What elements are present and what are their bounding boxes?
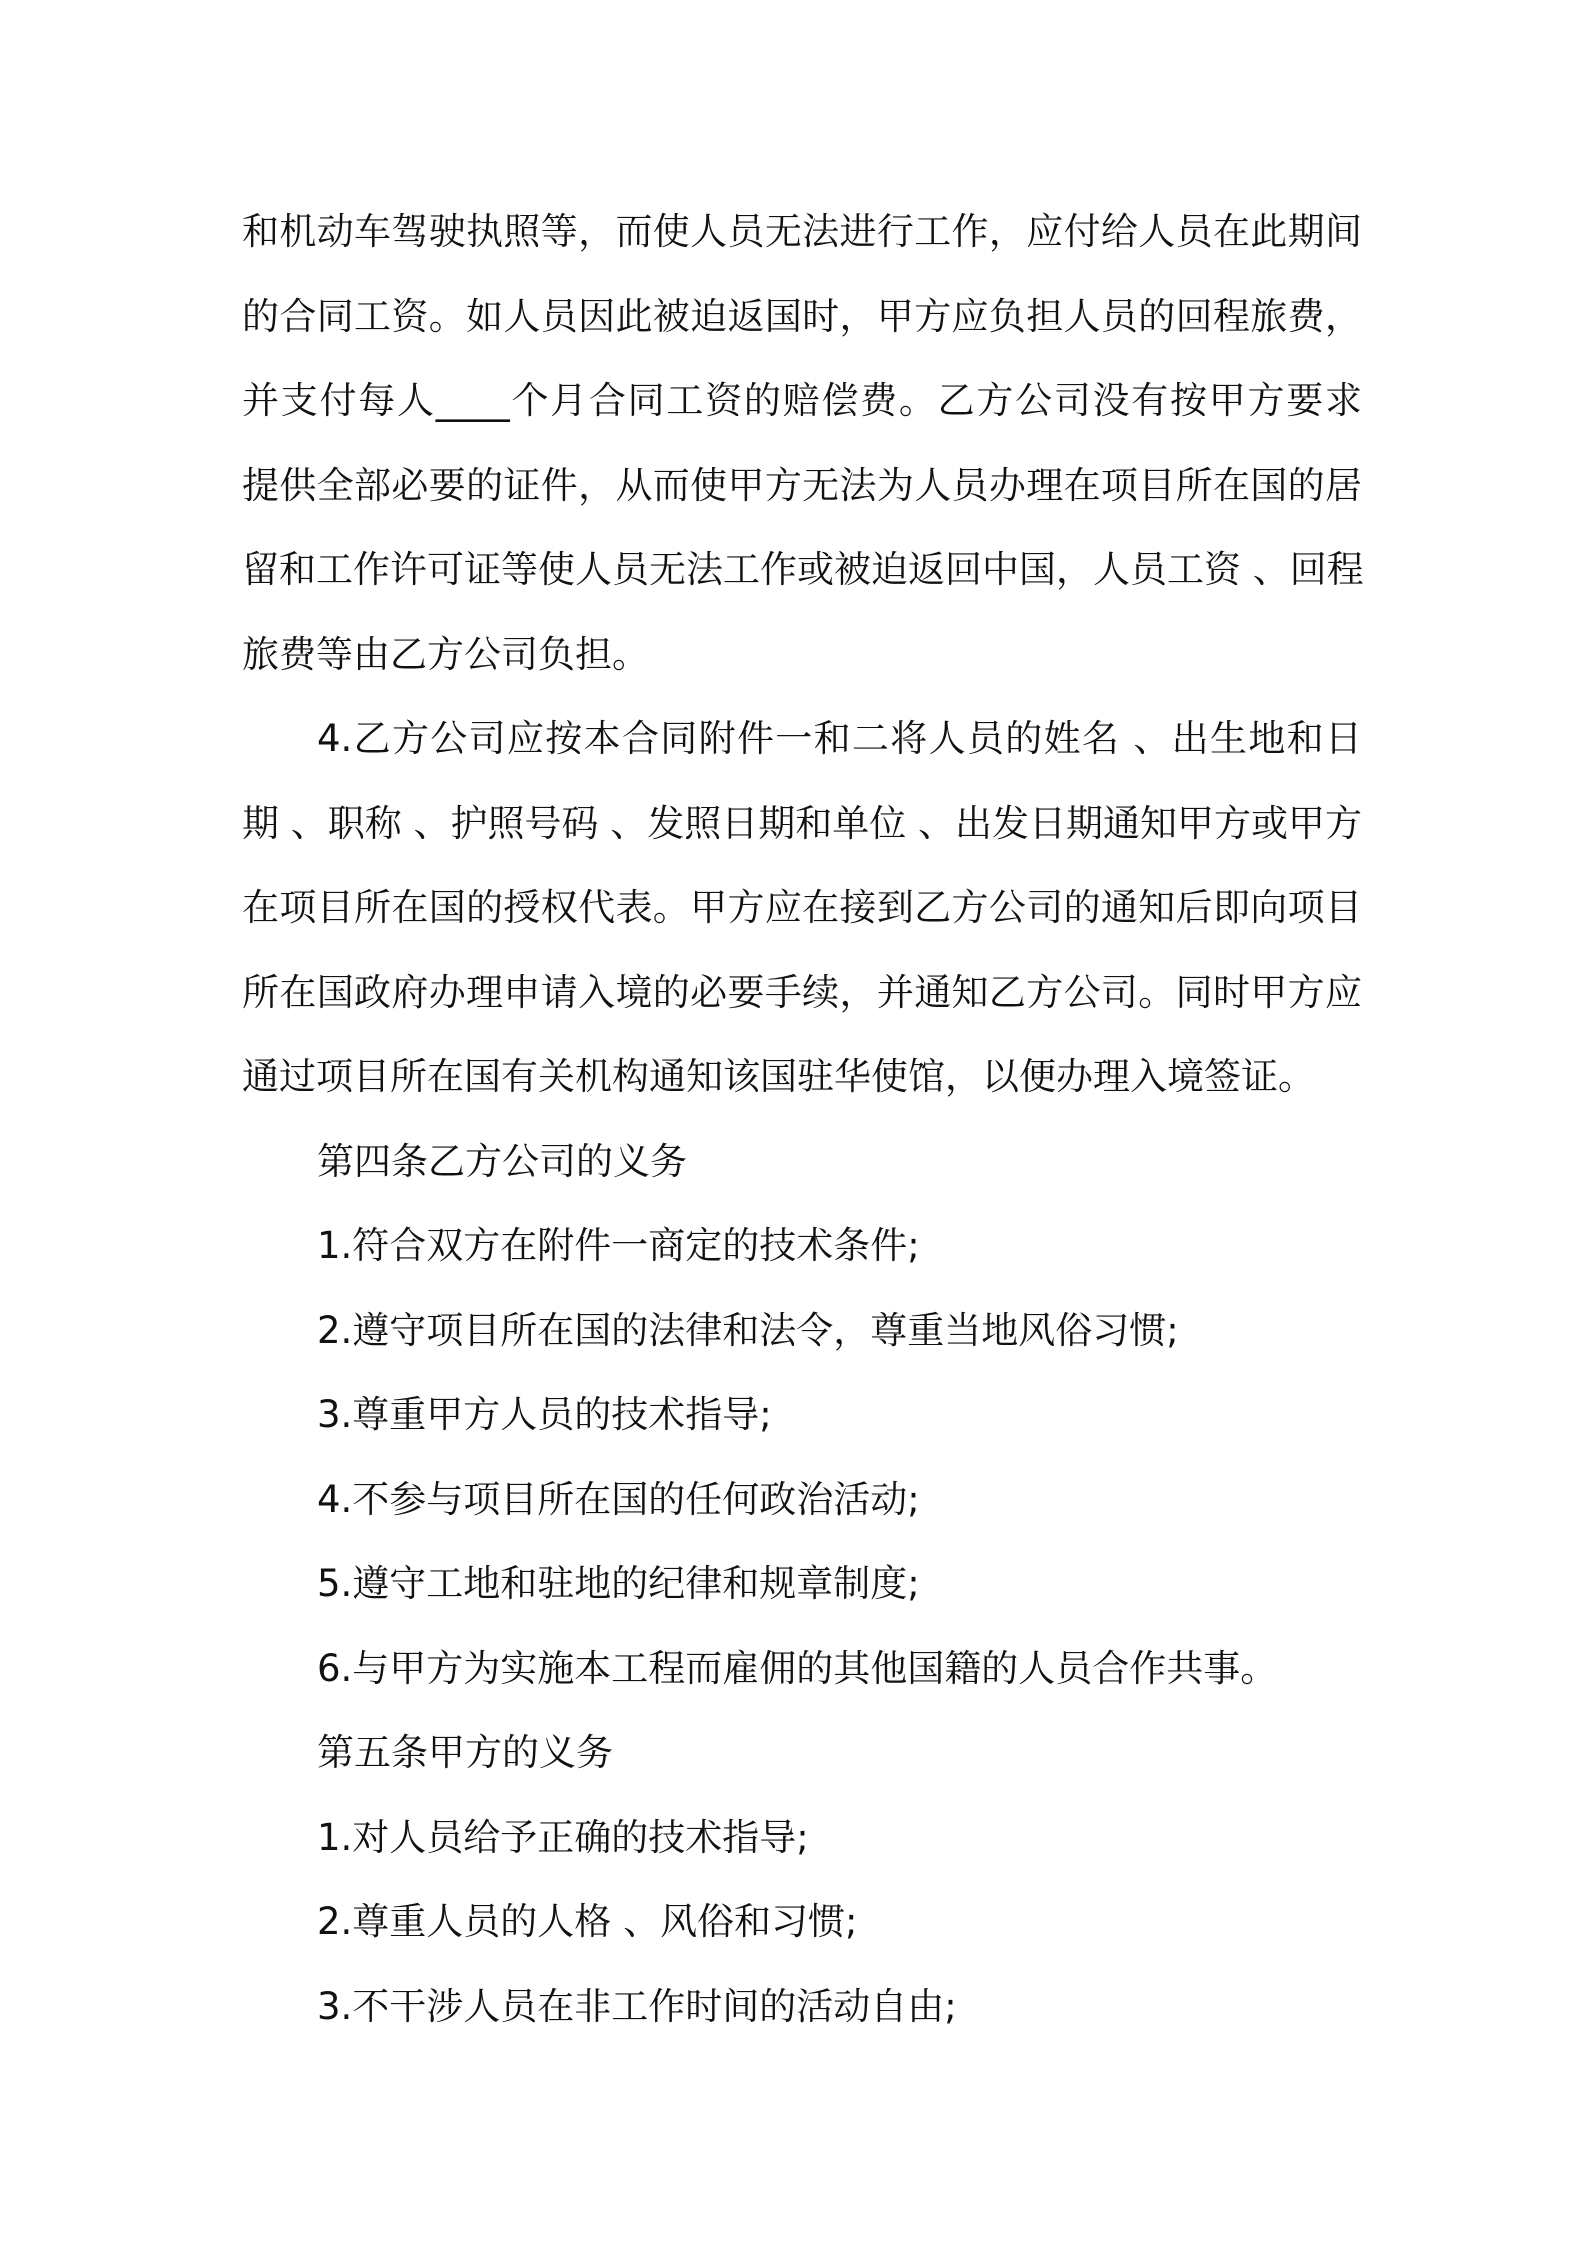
- list-item: 3.尊重甲方人员的技术指导;: [317, 1393, 772, 1436]
- article-5-title: 第五条甲方的义务: [317, 1731, 613, 1774]
- article-5-section: [242, 1711, 1362, 2049]
- text-line: 4.乙方公司应按本合同附件一和二将人员的姓名 、出生地和日: [317, 717, 1362, 760]
- list-item: 6.与甲方为实施本工程而雇佣的其他国籍的人员合作共事。: [317, 1646, 1278, 1690]
- list-item: 3.不干涉人员在非工作时间的活动自由;: [317, 1984, 957, 2028]
- paragraph-item-4: [242, 697, 1362, 1120]
- text-line: 留和工作许可证等使人员无法工作或被迫返回中国，人员工资 、回程: [242, 548, 1364, 591]
- list-item: 4.不参与项目所在国的任何政治活动;: [317, 1477, 920, 1521]
- article-4-title: 第四条乙方公司的义务: [317, 1139, 687, 1183]
- text-line: 期 、职称 、护照号码 、发照日期和单位 、出发日期通知甲方或甲方: [242, 801, 1363, 845]
- text-line: 旅费等由乙方公司负担。: [242, 632, 649, 676]
- list-item: 1.对人员给予正确的技术指导;: [317, 1815, 809, 1859]
- list-item: 1.符合双方在附件一商定的技术条件;: [317, 1224, 920, 1267]
- list-item: 2.尊重人员的人格 、风俗和习惯;: [317, 1900, 858, 1943]
- text-line: 提供全部必要的证件，从而使甲方无法为人员办理在项目所在国的居: [242, 463, 1362, 507]
- text-line: 通过项目所在国有关机构通知该国驻华使馆，以便办理入境签证。: [242, 1055, 1315, 1098]
- text-line: 的合同工资。如人员因此被迫返国时，甲方应负担人员的回程旅费，: [242, 294, 1362, 338]
- list-item: 5.遵守工地和驻地的纪律和规章制度;: [317, 1562, 920, 1605]
- text-line: 所在国政府办理申请入境的必要手续，并通知乙方公司。同时甲方应: [242, 970, 1362, 1014]
- document-body: [242, 190, 1362, 2049]
- list-item: 2.遵守项目所在国的法律和法令，尊重当地风俗习惯;: [317, 1308, 1179, 1352]
- text-line: 在项目所在国的授权代表。甲方应在接到乙方公司的通知后即向项目: [242, 886, 1362, 929]
- text-line: 并支付每人____个月合同工资的赔偿费。乙方公司没有按甲方要求: [242, 379, 1362, 422]
- paragraph-continued: [242, 190, 1362, 697]
- article-4-section: [242, 1120, 1362, 1712]
- text-line: 和机动车驾驶执照等，而使人员无法进行工作，应付给人员在此期间: [242, 210, 1362, 253]
